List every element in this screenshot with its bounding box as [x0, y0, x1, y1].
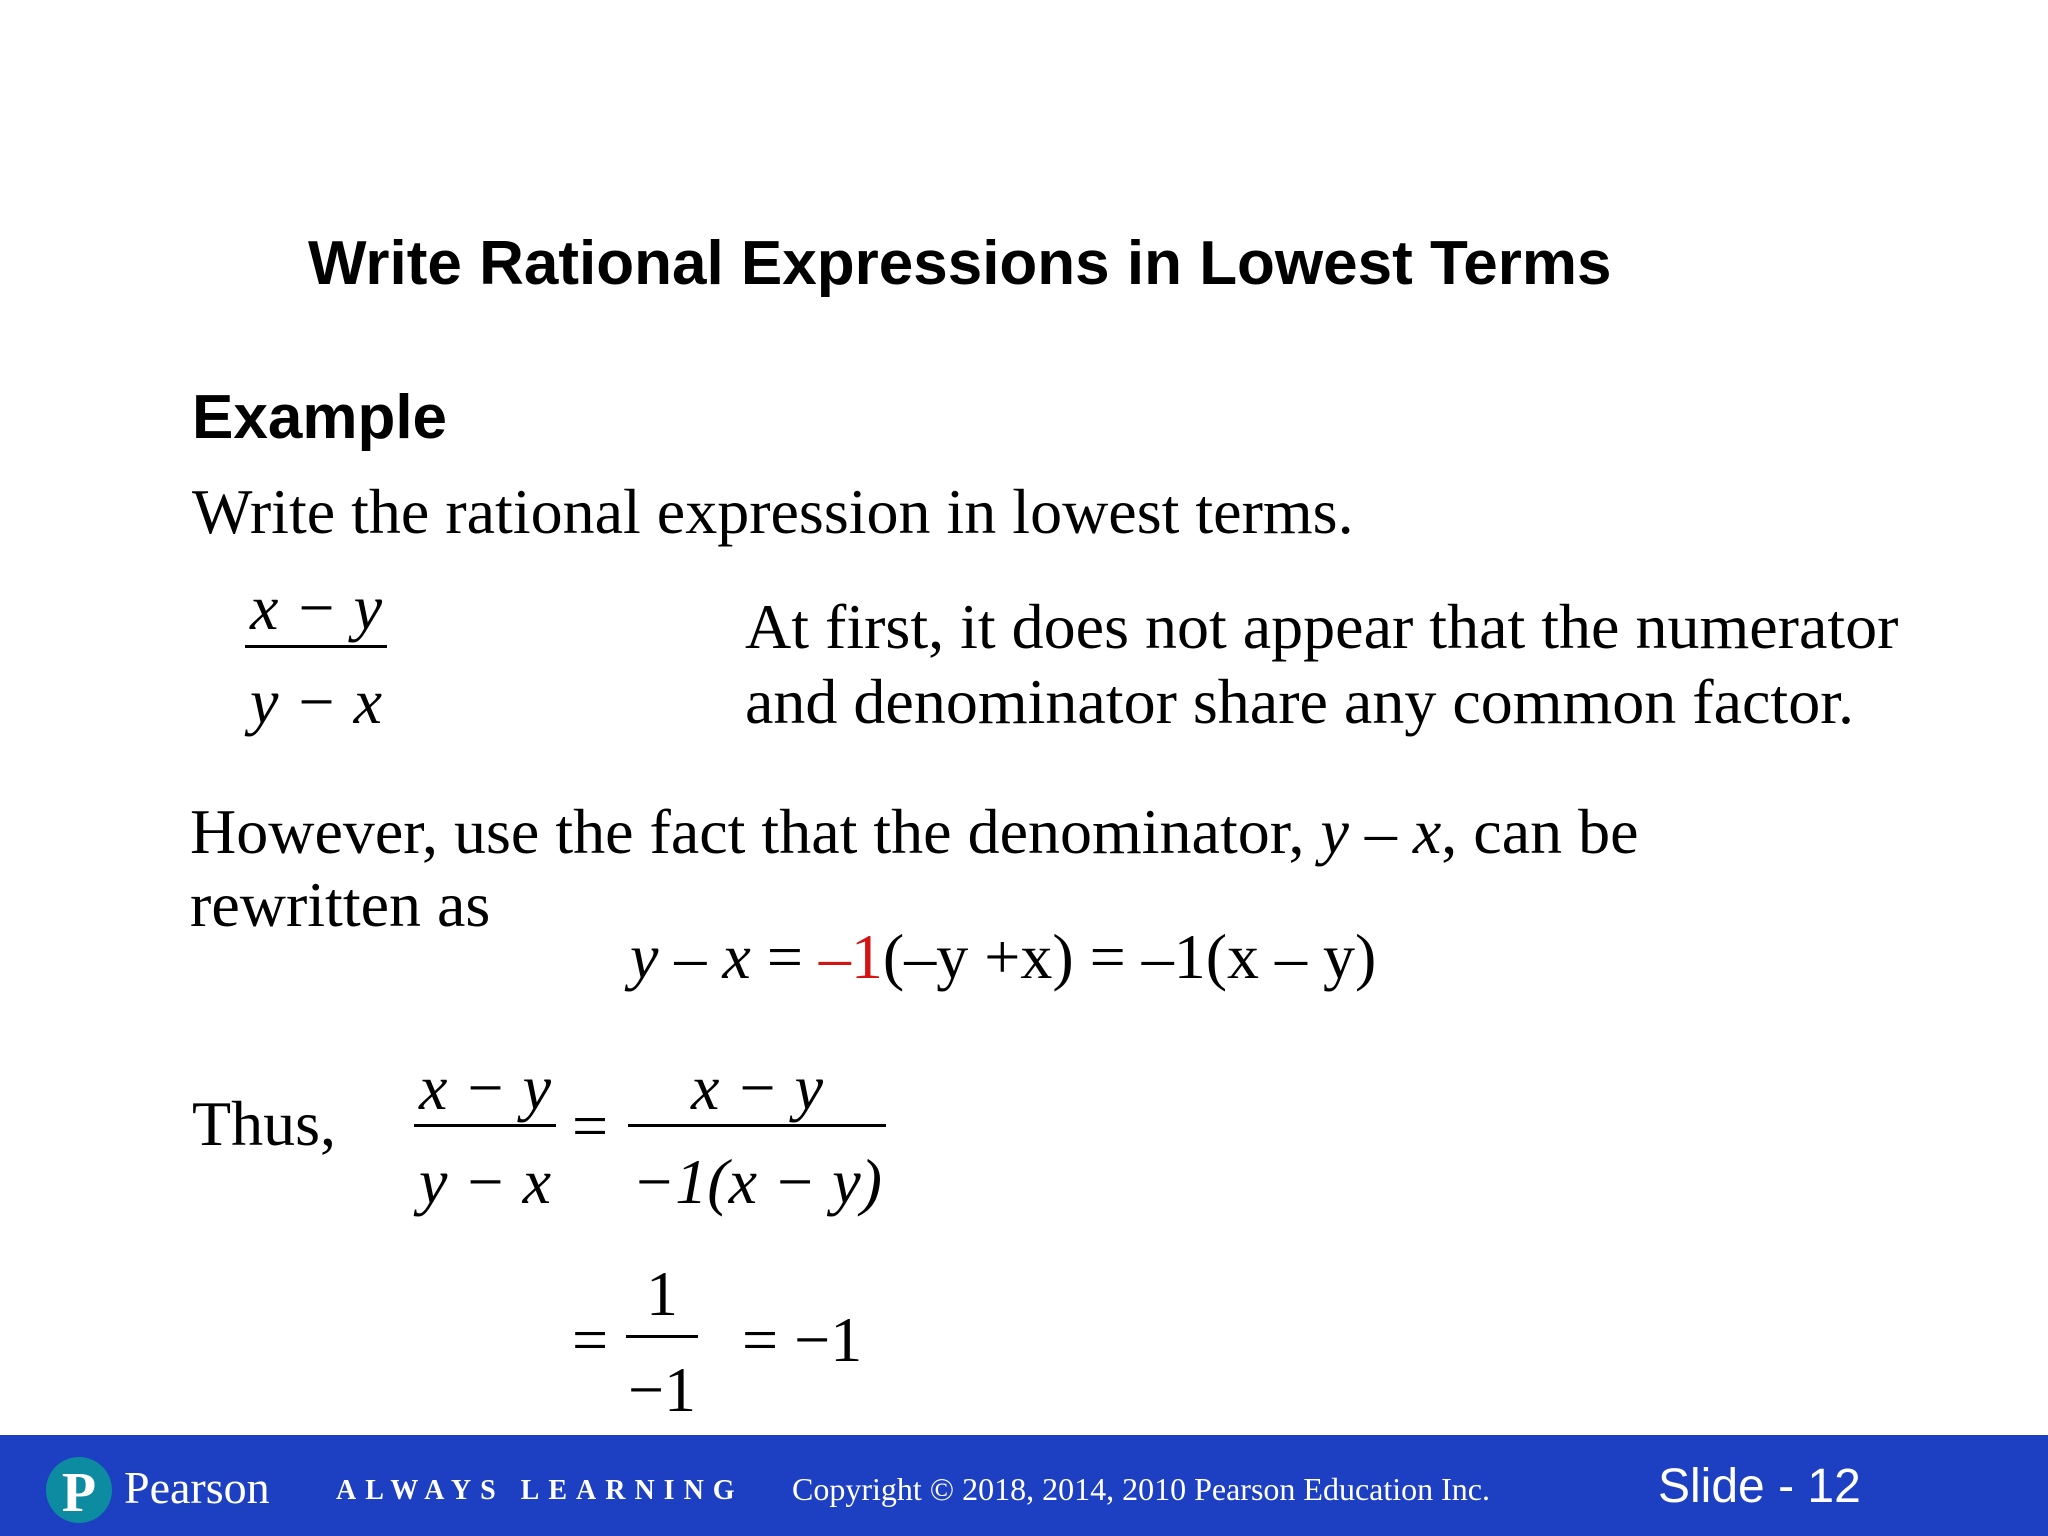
however-line: [190, 796, 1639, 867]
fraction-denominator: −1: [627, 1354, 697, 1425]
fraction-numerator: 1: [646, 1258, 678, 1329]
however-suffix: , can be: [1441, 796, 1639, 867]
equation-lhs: y – x: [630, 921, 751, 992]
fraction-bar: [628, 1124, 886, 1127]
fraction-expression: [245, 572, 387, 737]
fraction-bar: [414, 1124, 556, 1127]
slide-number: Slide - 12: [1658, 1460, 1861, 1513]
instruction-text: Write the rational expression in lowest terms.: [192, 476, 1354, 547]
fraction-denominator: −1(x − y): [632, 1146, 882, 1217]
fraction-numerator: x − y: [691, 1052, 823, 1123]
equation-equals: =: [750, 921, 819, 992]
fraction-numerator: x − y: [250, 572, 382, 643]
fraction-denominator: y − x: [250, 666, 382, 737]
fraction-bar: [626, 1335, 698, 1338]
fraction-rhs: [628, 1050, 886, 1217]
copyright-text: Copyright © 2018, 2014, 2010 Pearson Education Inc.: [792, 1471, 1490, 1507]
fraction-denominator: y − x: [419, 1146, 551, 1217]
fraction-simplified: [626, 1258, 698, 1425]
example-label: Example: [192, 383, 448, 452]
fraction-lhs: [414, 1050, 556, 1217]
however-prefix: However, use the fact that the denominator,: [190, 796, 1321, 867]
pearson-logo-icon: P: [46, 1457, 112, 1523]
equation-rest: (–y +x) = –1(x – y): [882, 921, 1377, 992]
note-line-1: At first, it does not appear that the numerator: [745, 591, 1899, 662]
equals-sign: =: [572, 1090, 609, 1161]
however-variable: y – x: [1320, 796, 1442, 867]
note-line-2: and denominator share any common factor.: [745, 666, 1854, 737]
fraction-bar: [245, 645, 387, 648]
thus-label: Thus,: [192, 1088, 336, 1159]
tagline: ALWAYS LEARNING: [336, 1475, 744, 1506]
footer-bar: [0, 1435, 2048, 1536]
slide-title: Write Rational Expressions in Lowest Terms: [308, 229, 1612, 298]
result-text: = −1: [742, 1304, 863, 1375]
equals-sign-2: =: [572, 1304, 609, 1375]
fraction-numerator: x − y: [419, 1052, 551, 1123]
rewritten-text: rewritten as: [190, 869, 491, 940]
equation-red-factor: –1: [818, 921, 883, 992]
brand-name: Pearson: [124, 1462, 270, 1513]
rewrite-equation: [630, 921, 1377, 992]
